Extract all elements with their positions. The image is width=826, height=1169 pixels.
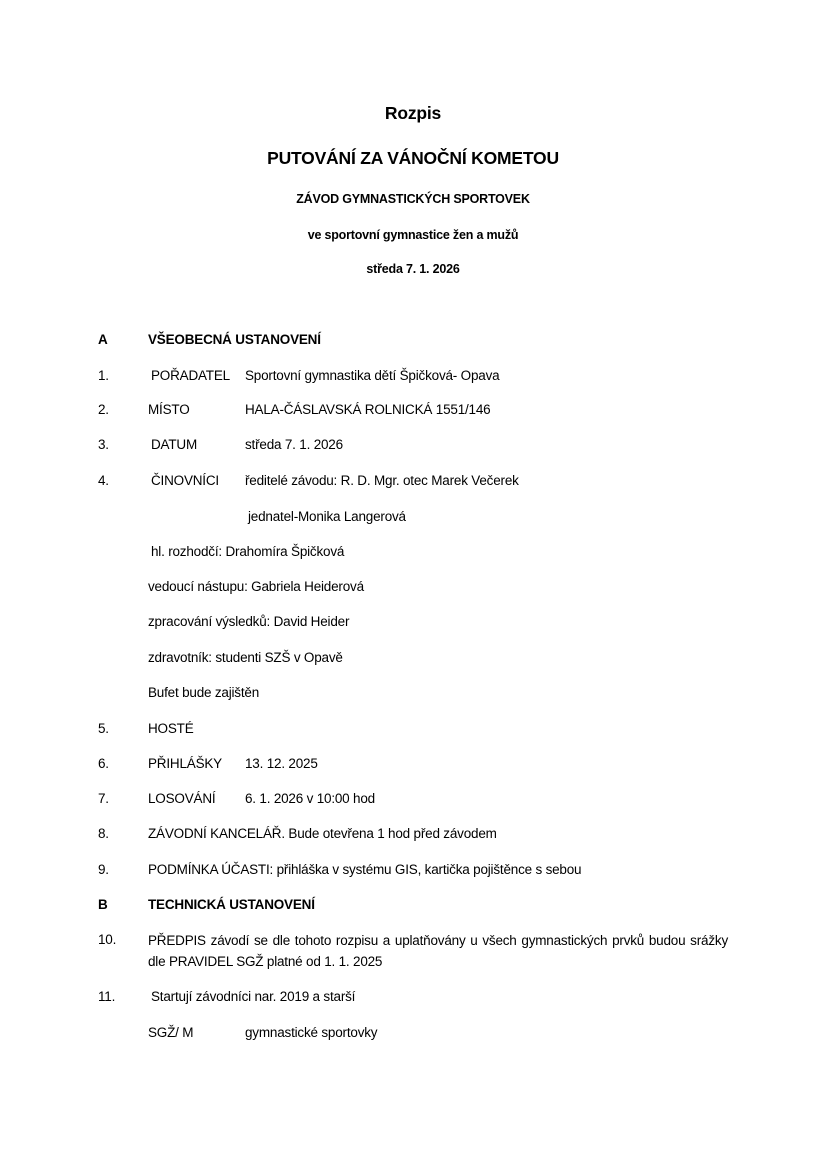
item-value: ředitelé závodu: R. D. Mgr. otec Marek Večerek: [245, 473, 519, 488]
item-text: ZÁVODNÍ KANCELÁŘ. Bude otevřena 1 hod před závodem: [148, 826, 497, 841]
item-number: 3.: [98, 437, 109, 452]
category-code: SGŽ/ M: [148, 1025, 194, 1040]
official: zdravotník: studenti SZŠ v Opavě: [148, 650, 343, 665]
official: jednatel-Monika Langerová: [248, 509, 406, 524]
official: zpracování výsledků: David Heider: [148, 614, 350, 629]
section-a-letter: A: [98, 332, 108, 347]
section-a-title: VŠEOBECNÁ USTANOVENÍ: [148, 332, 321, 347]
item-number: 11.: [98, 989, 116, 1004]
official: hl. rozhodčí: Drahomíra Špičková: [151, 544, 345, 559]
event-date: středa 7. 1. 2026: [366, 262, 460, 276]
document-title: Rozpis: [384, 103, 442, 123]
official: vedoucí nástupu: Gabriela Heiderová: [148, 579, 364, 594]
item-text: PŘEDPIS závodí se dle tohoto rozpisu a uplatňovány u všech gymnastických prvků budou srážky dle PRAVIDEL SGŽ platné od 1. 1. 2025: [148, 933, 728, 969]
item-label: POŘADATEL: [151, 368, 230, 383]
section-b-letter: B: [98, 897, 108, 912]
item-label: LOSOVÁNÍ: [148, 791, 216, 806]
item-number: 4.: [98, 473, 109, 488]
item-value: HALA-ČÁSLAVSKÁ ROLNICKÁ 1551/146: [245, 402, 491, 417]
discipline: ve sportovní gymnastice žen a mužů: [307, 228, 519, 242]
item-value: 13. 12. 2025: [245, 756, 318, 771]
item-number: 10.: [98, 932, 117, 947]
item-label: DATUM: [151, 437, 197, 452]
item-value: Sportovní gymnastika dětí Špičková- Opava: [245, 368, 500, 383]
item-number: 7.: [98, 791, 109, 806]
item-label: PŘIHLÁŠKY: [148, 756, 222, 771]
category-name: gymnastické sportovky: [245, 1025, 378, 1040]
item-number: 2.: [98, 402, 109, 417]
subtitle: ZÁVOD GYMNASTICKÝCH SPORTOVEK: [296, 192, 530, 206]
official: Bufet bude zajištěn: [148, 685, 260, 700]
item-label: MÍSTO: [148, 402, 190, 417]
section-b-title: TECHNICKÁ USTANOVENÍ: [148, 897, 315, 912]
item-label: HOSTÉ: [148, 721, 194, 736]
item-number: 8.: [98, 826, 109, 841]
item-number: 5.: [98, 721, 109, 736]
item-value: středa 7. 1. 2026: [245, 437, 343, 452]
item-text: Startují závodníci nar. 2019 a starší: [151, 989, 356, 1004]
item-value: 6. 1. 2026 v 10:00 hod: [245, 791, 375, 806]
item-text: PODMÍNKA ÚČASTI: přihláška v systému GIS, kartička pojištěnce s sebou: [148, 862, 582, 877]
event-name: PUTOVÁNÍ ZA VÁNOČNÍ KOMETOU: [267, 148, 559, 168]
item-label: ČINOVNÍCI: [151, 473, 219, 488]
item-number: 9.: [98, 862, 109, 877]
item-number: 1.: [98, 368, 109, 383]
item-number: 6.: [98, 756, 109, 771]
